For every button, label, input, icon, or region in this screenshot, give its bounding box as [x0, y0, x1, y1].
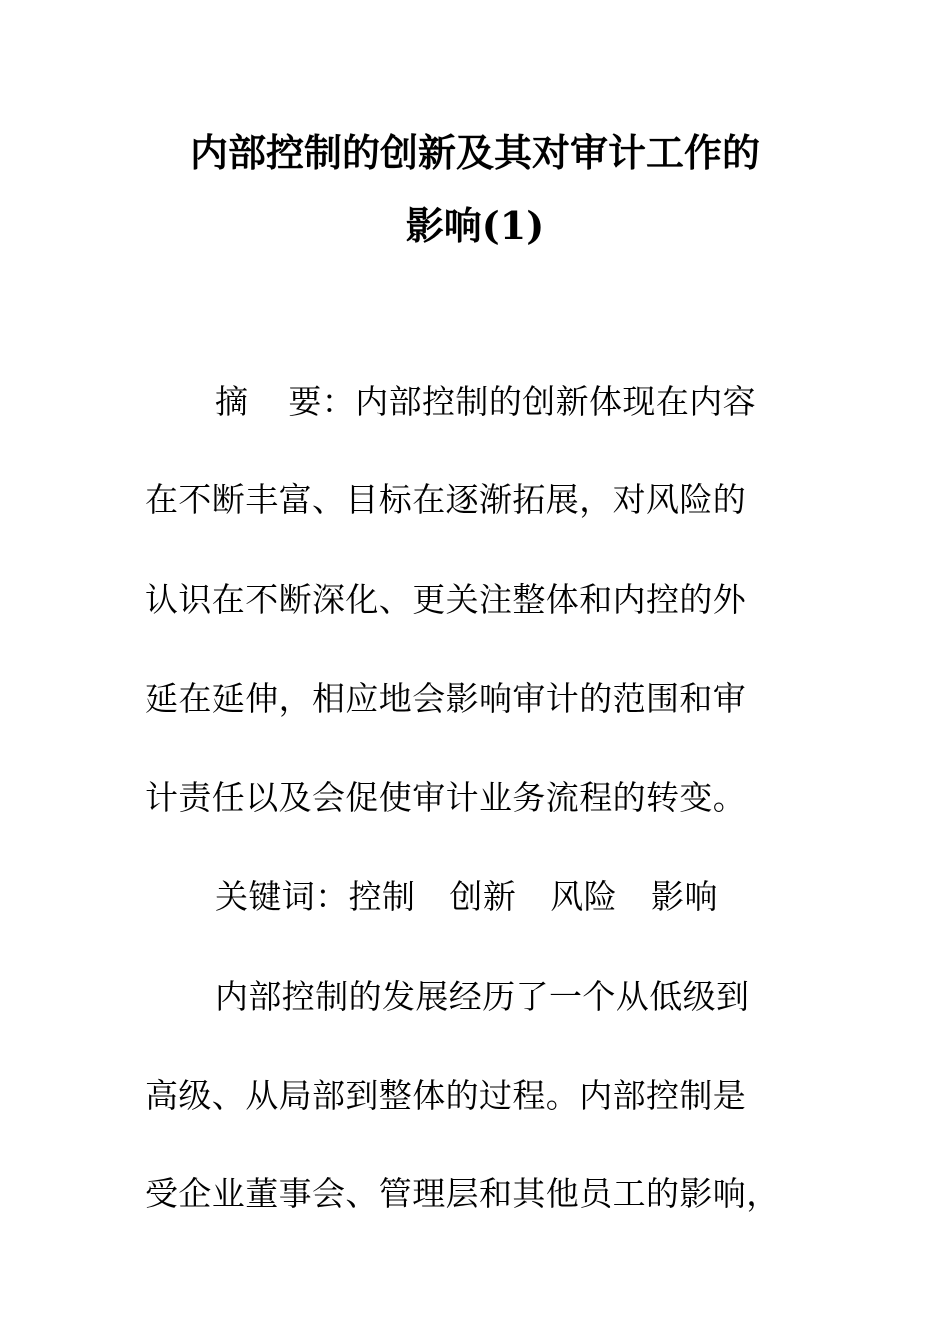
body-line-3: 受企业董事会、管理层和其他员工的影响，: [145, 1174, 780, 1213]
keyword-item: 风险: [550, 877, 618, 916]
keyword-item: 创新: [449, 877, 517, 916]
abstract-text: 内部控制的创新体现在内容: [355, 382, 757, 421]
document-title-line-2: 影响(1): [405, 203, 545, 248]
abstract-line-1: [215, 380, 795, 424]
abstract-label-part2: 要：: [288, 382, 356, 421]
abstract-line-2: 在不断丰富、目标在逐渐拓展，对风险的: [145, 480, 747, 519]
keyword-item: 控制: [348, 877, 416, 916]
keywords-label: 关键词：: [215, 877, 349, 916]
keywords-line: [215, 875, 795, 919]
body-line-1: 内部控制的发展经历了一个从低级到: [215, 977, 750, 1016]
abstract-label-part1: 摘: [215, 382, 249, 421]
abstract-line-4: 延在延伸，相应地会影响审计的范围和审: [145, 679, 747, 718]
document-title-line-1: 内部控制的创新及其对审计工作的: [189, 130, 760, 175]
keyword-item: 影响: [651, 877, 718, 916]
abstract-line-3: 认识在不断深化、更关注整体和内控的外: [145, 580, 747, 619]
body-line-2: 高级、从局部到整体的过程。内部控制是: [145, 1076, 747, 1115]
abstract-line-5: 计责任以及会促使审计业务流程的转变。: [145, 778, 747, 817]
